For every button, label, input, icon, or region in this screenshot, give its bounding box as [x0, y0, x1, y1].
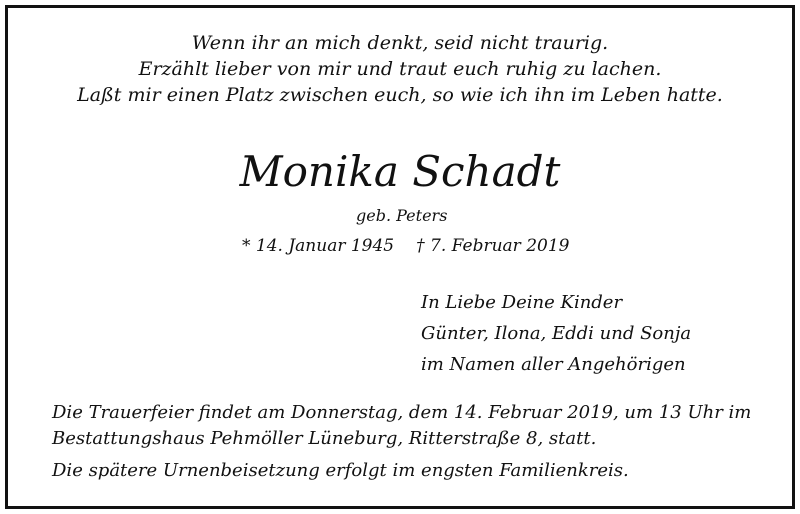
poem-line: Erzählt lieber von mir und traut euch ruhig zu lachen. [138, 58, 662, 80]
life-dates [242, 234, 569, 258]
family-line: Günter, Ilona, Eddi und Sonja [421, 323, 692, 344]
family-line: In Liebe Deine Kinder [421, 292, 623, 313]
poem-line: Wenn ihr an mich denkt, seid nicht traurig. [191, 32, 609, 54]
poem-verse [0, 30, 800, 108]
notice-line: Die spätere Urnenbeisetzung erfolgt im engsten Familienkreis. [52, 460, 629, 481]
funeral-notice [52, 400, 751, 484]
notice-line: Die Trauerfeier findet am Donnerstag, dem 14. Februar 2019, um 13 Uhr im [52, 402, 752, 423]
family-line: im Namen aller Angehörigen [421, 354, 686, 375]
maiden-name: geb. Peters [356, 206, 448, 225]
family-signature [421, 287, 691, 380]
poem-line: Laßt mir einen Platz zwischen euch, so wie ich ihn im Leben hatte. [77, 84, 723, 106]
deceased-name: Monika Schadt [239, 147, 561, 196]
death-date: † 7. Februar 2019 [416, 236, 570, 256]
birth-date: * 14. Januar 1945 [242, 236, 395, 256]
notice-line: Bestattungshaus Pehmöller Lüneburg, Ritterstraße 8, statt. [52, 428, 597, 449]
